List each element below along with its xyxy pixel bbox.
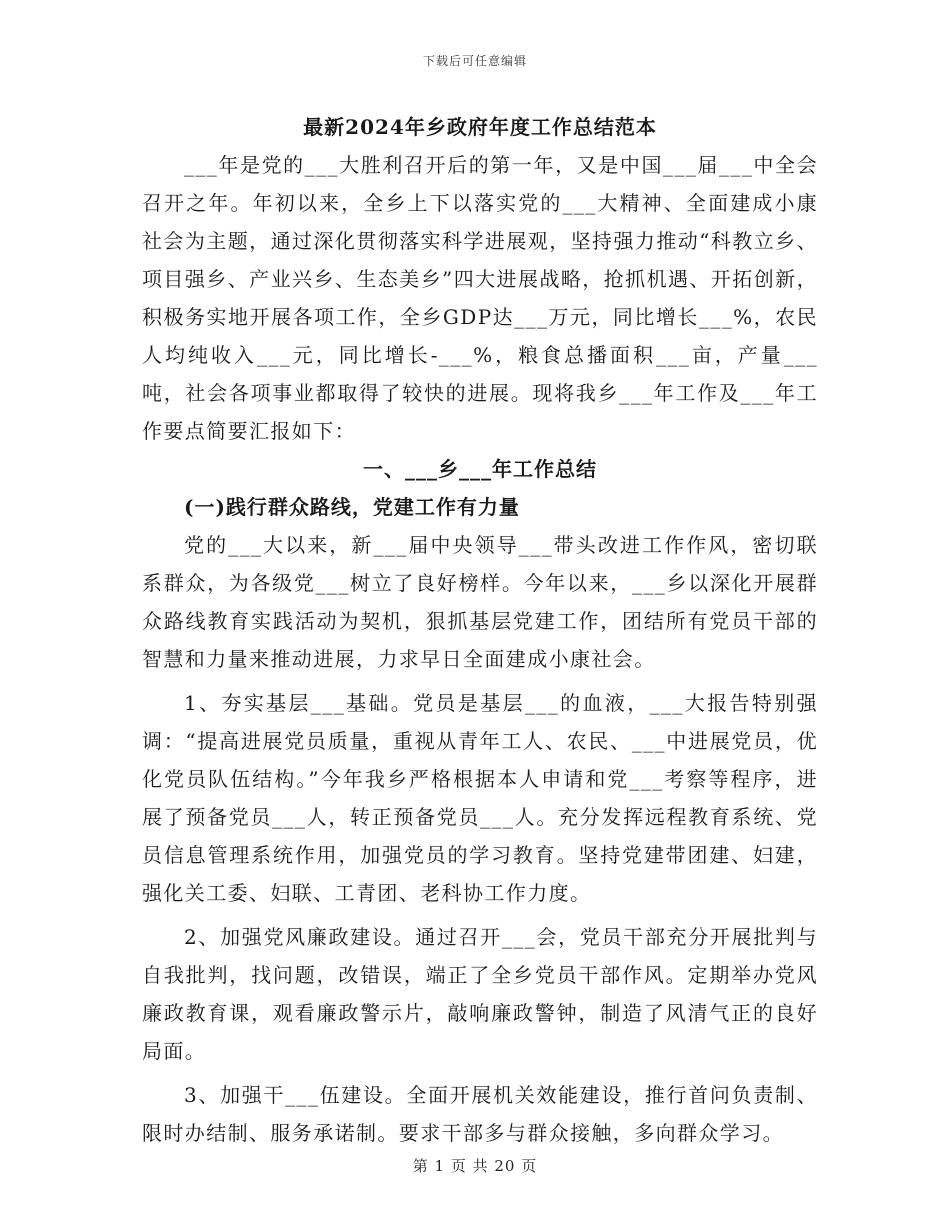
- page-number: 第 1 页 共 20 页: [412, 1157, 538, 1175]
- subsection-heading: (一)践行群众路线，党建工作有力量: [184, 495, 520, 519]
- body-paragraph: 2、加强党风廉政建设。通过召开___会，党员干部充分开展批判与自我批判，找问题，改错误，端正了全乡党员干部作风。定期举办党风廉政教育课，观看廉政警示片，敲响廉政警钟，制造了风清气正的良好局面。: [142, 925, 818, 1063]
- document-title: 最新2024年乡政府年度工作总结范本: [303, 115, 657, 139]
- body-paragraph: 1、夯实基层___基础。党员是基层___的血液，___大报告特别强调：“提高进展党员质量，重视从青年工人、农民、___中进展党员，优化党员队伍结构。”今年我乡严格根据本人申请和党___考察等程序，进展了预备党员___人，转正预备党员___人。充分发挥远程教育系统、党员信息管理系统作用，加强党员的学习教育。坚持党建带团建、妇建，强化关工委、妇联、工青团、老科协工作力度。: [142, 691, 818, 905]
- page-header: 下载后可任意编辑: [422, 54, 527, 68]
- intro-paragraph: ___年是党的___大胜利召开后的第一年，又是中国___届___中全会召开之年。年初以来，全乡上下以落实党的___大精神、全面建成小康社会为主题，通过深化贯彻落实科学进展观，坚持强力推动“科教立乡、项目强乡、产业兴乡、生态美乡”四大进展战略，抢抓机遇、开拓创新，积极务实地开展各项工作，全乡GDP达___万元，同比增长___%，农民人均纯收入___元，同比增长-___%，粮食总播面积___亩，产量___吨，社会各项事业都取得了较快的进展。现将我乡___年工作及___年工作要点简要汇报如下：: [142, 153, 818, 443]
- body-paragraph: 3、加强干___伍建设。全面开展机关效能建设，推行首问负责制、限时办结制、服务承诺制。要求干部多与群众接触，多向群众学习。: [142, 1083, 818, 1145]
- document-body: [142, 108, 818, 1152]
- section-heading: 一、___乡___年工作总结: [363, 457, 597, 481]
- body-paragraph: 党的___大以来，新___届中央领导___带头改进工作作风，密切联系群众，为各级党___树立了良好榜样。今年以来，___乡以深化开展群众路线教育实践活动为契机，狠抓基层党建工作，团结所有党员干部的智慧和力量来推动进展，力求早日全面建成小康社会。: [142, 533, 818, 671]
